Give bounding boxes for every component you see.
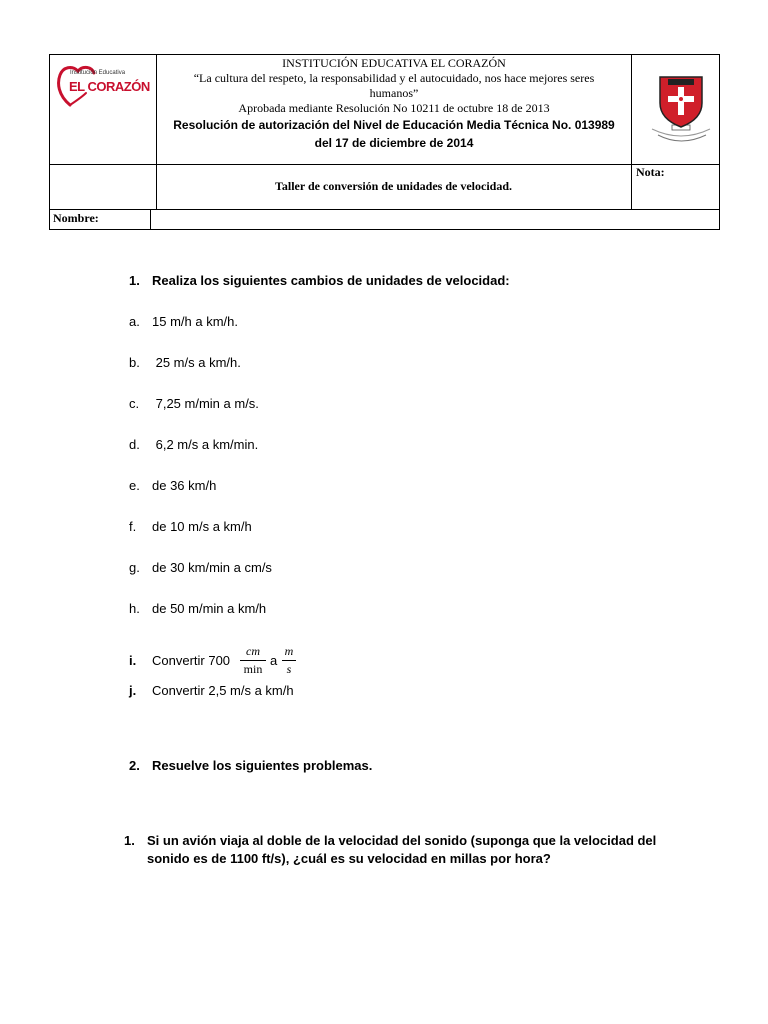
school-name: INSTITUCIÓN EDUCATIVA EL CORAZÓN bbox=[282, 56, 506, 70]
header-table bbox=[49, 54, 720, 230]
item-i-connector: a bbox=[270, 653, 278, 668]
logo-big-text: EL CORAZÓN bbox=[69, 79, 150, 94]
fraction-bar bbox=[240, 660, 266, 661]
list-text: 25 m/s a km/h. bbox=[152, 355, 241, 370]
header-divider-right bbox=[631, 55, 632, 210]
header-row-divider bbox=[50, 164, 719, 165]
school-motto: “La cultura del respeto, la responsabilidad y el autocuidado, nos hace mejores seres humanos” bbox=[193, 71, 595, 100]
list-text: 15 m/h a km/h. bbox=[152, 314, 238, 329]
list-marker-i: i. bbox=[129, 653, 137, 668]
list-item bbox=[129, 601, 266, 616]
school-shield-icon bbox=[648, 69, 714, 145]
list-text: 6,2 m/s a km/min. bbox=[152, 437, 259, 452]
section-1-heading bbox=[129, 273, 510, 288]
list-item bbox=[129, 396, 259, 411]
list-text: de 36 km/h bbox=[152, 478, 217, 493]
fraction-cm-per-min bbox=[240, 644, 266, 677]
problem-text: Si un avión viaja al doble de la velocidad del sonido (suponga que la velocidad del sonido es de 1100 ft/s), ¿cuál es su velocidad en millas por hora? bbox=[147, 833, 657, 866]
list-text: de 50 m/min a km/h bbox=[152, 601, 267, 616]
fraction-denominator: min bbox=[243, 662, 263, 676]
problem-marker: 1. bbox=[124, 833, 135, 848]
section-2-title: Resuelve los siguientes problemas. bbox=[152, 758, 373, 773]
list-marker: j. bbox=[129, 683, 137, 698]
item-i-prefix: Convertir 700 bbox=[152, 653, 231, 668]
approval-resolution: Aprobada mediante Resolución No 10211 de octubre 18 de 2013 bbox=[238, 101, 550, 115]
list-item bbox=[129, 519, 252, 534]
workshop-title: Taller de conversión de unidades de velocidad. bbox=[274, 179, 513, 193]
list-marker: e. bbox=[129, 478, 140, 493]
section-2-heading bbox=[129, 758, 372, 773]
list-marker: h. bbox=[129, 601, 140, 616]
list-text: de 30 km/min a cm/s bbox=[152, 560, 272, 575]
fraction-bar bbox=[282, 660, 296, 661]
fraction-denominator: s bbox=[286, 662, 292, 676]
problem-item bbox=[124, 832, 684, 868]
logo-small-text: Institución Educativa bbox=[70, 70, 126, 76]
list-item bbox=[129, 314, 238, 329]
list-item bbox=[129, 478, 216, 493]
list-item bbox=[129, 683, 294, 698]
list-item bbox=[129, 560, 272, 575]
list-item bbox=[129, 355, 241, 370]
school-logo bbox=[56, 61, 152, 111]
list-text: Convertir 2,5 m/s a km/h bbox=[152, 683, 294, 698]
list-text: 7,25 m/min a m/s. bbox=[152, 396, 259, 411]
list-marker: f. bbox=[129, 519, 137, 534]
fraction-numerator: cm bbox=[246, 644, 260, 658]
name-field[interactable] bbox=[151, 210, 718, 230]
list-item bbox=[129, 437, 258, 452]
section-1-number: 1. bbox=[129, 273, 140, 288]
header-text-block bbox=[157, 55, 631, 152]
list-text: de 10 m/s a km/h bbox=[152, 519, 252, 534]
authorization-resolution: Resolución de autorización del Nivel de Educación Media Técnica No. 013989 del 17 de diciembre de 2014 bbox=[173, 118, 615, 150]
section-2-number: 2. bbox=[129, 758, 140, 773]
list-marker: c. bbox=[129, 396, 140, 411]
list-marker: b. bbox=[129, 355, 140, 370]
list-marker: d. bbox=[129, 437, 140, 452]
fraction-m-per-s bbox=[282, 644, 296, 677]
section-1-title: Realiza los siguientes cambios de unidades de velocidad: bbox=[152, 273, 510, 288]
name-label: Nombre: bbox=[53, 211, 99, 225]
grade-label: Nota: bbox=[636, 165, 665, 179]
fraction-numerator: m bbox=[284, 644, 294, 658]
list-marker: g. bbox=[129, 560, 140, 575]
list-marker: a. bbox=[129, 314, 140, 329]
